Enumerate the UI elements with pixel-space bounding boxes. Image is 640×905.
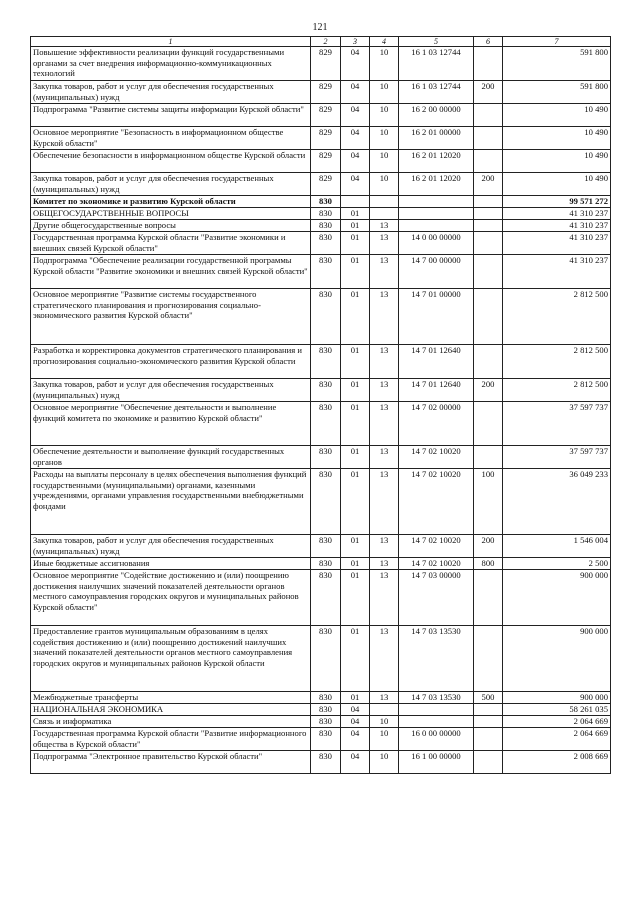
section-code: 01 (341, 692, 370, 704)
expense-type (474, 716, 503, 728)
subsection-code: 13 (370, 402, 399, 446)
row-name: Государственная программа Курской области "Развитие экономики и внешних связей Курской области" (31, 232, 311, 255)
row-name: Иные бюджетные ассигнования (31, 558, 311, 570)
subsection-code: 10 (370, 173, 399, 196)
ministry-code: 830 (311, 220, 341, 232)
expense-type: 200 (474, 379, 503, 402)
row-name: Подпрограмма "Развитие системы защиты информации Курской области" (31, 104, 311, 127)
subsection-code: 10 (370, 81, 399, 104)
table-row (31, 173, 611, 196)
table-row (31, 402, 611, 446)
table-row (31, 150, 611, 173)
ministry-code: 830 (311, 692, 341, 704)
target-article: 14 7 01 12640 (399, 345, 474, 379)
subsection-code (370, 196, 399, 208)
table-row (31, 535, 611, 558)
section-code: 04 (341, 716, 370, 728)
target-article: 14 7 01 00000 (399, 289, 474, 345)
subsection-code: 10 (370, 47, 399, 81)
amount: 900 000 (503, 626, 611, 692)
table-row (31, 570, 611, 626)
table-row (31, 728, 611, 751)
table-row (31, 626, 611, 692)
row-name: Обеспечение деятельности и выполнение функций государственных органов (31, 446, 311, 469)
expense-type (474, 220, 503, 232)
subsection-code: 13 (370, 255, 399, 289)
section-code: 04 (341, 127, 370, 150)
table-row (31, 469, 611, 535)
subsection-code: 10 (370, 716, 399, 728)
ministry-code: 830 (311, 558, 341, 570)
subsection-code: 13 (370, 626, 399, 692)
table-row (31, 704, 611, 716)
row-name: Основное мероприятие "Обеспечение деятельности и выполнение функций комитета по экономике и развитию Курской области" (31, 402, 311, 446)
target-article: 14 7 02 10020 (399, 535, 474, 558)
ministry-code: 830 (311, 402, 341, 446)
expense-type: 200 (474, 535, 503, 558)
table-row (31, 446, 611, 469)
target-article: 16 0 00 00000 (399, 728, 474, 751)
target-article: 14 7 03 13530 (399, 626, 474, 692)
row-name: Межбюджетные трансферты (31, 692, 311, 704)
ministry-code: 830 (311, 345, 341, 379)
row-name: Основное мероприятие "Развитие системы государственного стратегического планирования и прогнозирования социально-экономического развития Курской области" (31, 289, 311, 345)
budget-table (30, 36, 611, 774)
column-header: 2 (311, 37, 341, 47)
column-header: 3 (341, 37, 370, 47)
ministry-code: 830 (311, 255, 341, 289)
amount: 37 597 737 (503, 446, 611, 469)
target-article (399, 208, 474, 220)
section-code: 04 (341, 104, 370, 127)
amount: 591 800 (503, 81, 611, 104)
subsection-code: 13 (370, 558, 399, 570)
row-name: Расходы на выплаты персоналу в целях обеспечения выполнения функций государственными (муниципальными) органами, казенными учреждениями, органами управления государственными внебюджетными фондами (31, 469, 311, 535)
target-article: 16 2 00 00000 (399, 104, 474, 127)
table-row (31, 379, 611, 402)
subsection-code: 10 (370, 150, 399, 173)
table-row (31, 289, 611, 345)
section-code: 01 (341, 255, 370, 289)
amount: 1 546 004 (503, 535, 611, 558)
amount: 10 490 (503, 127, 611, 150)
ministry-code: 830 (311, 570, 341, 626)
table-row (31, 220, 611, 232)
amount: 10 490 (503, 173, 611, 196)
ministry-code: 830 (311, 208, 341, 220)
ministry-code: 829 (311, 150, 341, 173)
expense-type (474, 104, 503, 127)
amount: 591 800 (503, 47, 611, 81)
section-code: 04 (341, 150, 370, 173)
section-code: 04 (341, 81, 370, 104)
table-row (31, 81, 611, 104)
column-header: 7 (503, 37, 611, 47)
ministry-code: 829 (311, 81, 341, 104)
expense-type (474, 704, 503, 716)
target-article: 16 1 03 12744 (399, 81, 474, 104)
row-name: Повышение эффективности реализации функций государственными органами за счет внедрения информационно-коммуникационных технологий (31, 47, 311, 81)
table-row (31, 692, 611, 704)
target-article: 16 2 01 12020 (399, 150, 474, 173)
amount: 41 310 237 (503, 220, 611, 232)
ministry-code: 830 (311, 469, 341, 535)
subsection-code: 10 (370, 728, 399, 751)
table-row (31, 345, 611, 379)
ministry-code: 830 (311, 196, 341, 208)
ministry-code: 830 (311, 446, 341, 469)
expense-type (474, 150, 503, 173)
table-row (31, 716, 611, 728)
table-row (31, 127, 611, 150)
target-article: 14 7 01 12640 (399, 379, 474, 402)
subsection-code: 13 (370, 570, 399, 626)
target-article: 14 7 03 00000 (399, 570, 474, 626)
ministry-code: 830 (311, 626, 341, 692)
column-header: 5 (399, 37, 474, 47)
subsection-code: 13 (370, 692, 399, 704)
subsection-code: 13 (370, 345, 399, 379)
row-name: Подпрограмма "Электронное правительство Курской области" (31, 751, 311, 774)
row-name: ОБЩЕГОСУДАРСТВЕННЫЕ ВОПРОСЫ (31, 208, 311, 220)
ministry-code: 830 (311, 716, 341, 728)
column-header: 6 (474, 37, 503, 47)
section-code: 01 (341, 469, 370, 535)
amount: 36 049 233 (503, 469, 611, 535)
row-name: Другие общегосударственные вопросы (31, 220, 311, 232)
amount: 37 597 737 (503, 402, 611, 446)
expense-type (474, 626, 503, 692)
target-article: 16 1 03 12744 (399, 47, 474, 81)
ministry-code: 830 (311, 232, 341, 255)
section-code: 04 (341, 47, 370, 81)
row-name: Обеспечение безопасности в информационном обществе Курской области (31, 150, 311, 173)
expense-type (474, 208, 503, 220)
subsection-code (370, 704, 399, 716)
subsection-code: 13 (370, 535, 399, 558)
target-article: 14 7 02 10020 (399, 469, 474, 535)
amount: 41 310 237 (503, 255, 611, 289)
section-code: 01 (341, 289, 370, 345)
expense-type (474, 255, 503, 289)
section-code: 04 (341, 173, 370, 196)
target-article: 14 7 02 00000 (399, 402, 474, 446)
expense-type (474, 402, 503, 446)
row-name: Закупка товаров, работ и услуг для обеспечения государственных (муниципальных) нужд (31, 81, 311, 104)
row-name: Связь и информатика (31, 716, 311, 728)
target-article (399, 220, 474, 232)
section-code (341, 196, 370, 208)
section-code: 01 (341, 558, 370, 570)
subsection-code: 10 (370, 104, 399, 127)
ministry-code: 829 (311, 104, 341, 127)
target-article (399, 716, 474, 728)
table-row (31, 751, 611, 774)
row-name: Основное мероприятие "Безопасность в информационном обществе Курской области" (31, 127, 311, 150)
table-row (31, 232, 611, 255)
expense-type (474, 570, 503, 626)
ministry-code: 829 (311, 173, 341, 196)
row-name: Государственная программа Курской области "Развитие информационного общества в Курской области" (31, 728, 311, 751)
expense-type: 100 (474, 469, 503, 535)
subsection-code: 13 (370, 469, 399, 535)
amount: 900 000 (503, 692, 611, 704)
target-article: 16 2 01 00000 (399, 127, 474, 150)
amount: 2 064 669 (503, 728, 611, 751)
amount: 2 008 669 (503, 751, 611, 774)
row-name: Подпрограмма "Обеспечение реализации государственной программы Курской области "Развитие экономики и внешних связей Курской области" (31, 255, 311, 289)
row-name: Комитет по экономике и развитию Курской области (31, 196, 311, 208)
amount: 10 490 (503, 104, 611, 127)
row-name: Закупка товаров, работ и услуг для обеспечения государственных (муниципальных) нужд (31, 173, 311, 196)
expense-type (474, 751, 503, 774)
section-code: 01 (341, 402, 370, 446)
row-name: Закупка товаров, работ и услуг для обеспечения государственных (муниципальных) нужд (31, 535, 311, 558)
expense-type: 800 (474, 558, 503, 570)
amount: 41 310 237 (503, 232, 611, 255)
section-code: 01 (341, 345, 370, 379)
row-name: Основное мероприятие "Содействие достижению и (или) поощрению достижения наилучших значений показателей деятельности органов местного самоуправления городских округов и муниципальных районов Курской области" (31, 570, 311, 626)
section-code: 01 (341, 535, 370, 558)
expense-type (474, 47, 503, 81)
amount: 2 500 (503, 558, 611, 570)
column-header: 4 (370, 37, 399, 47)
expense-type: 200 (474, 81, 503, 104)
target-article: 14 0 00 00000 (399, 232, 474, 255)
target-article: 14 7 00 00000 (399, 255, 474, 289)
subsection-code: 13 (370, 379, 399, 402)
section-code: 01 (341, 220, 370, 232)
column-header: 1 (31, 37, 311, 47)
section-code: 04 (341, 751, 370, 774)
ministry-code: 830 (311, 704, 341, 716)
row-name: НАЦИОНАЛЬНАЯ ЭКОНОМИКА (31, 704, 311, 716)
target-article (399, 196, 474, 208)
section-code: 04 (341, 728, 370, 751)
section-code: 01 (341, 446, 370, 469)
table-row (31, 558, 611, 570)
table-row (31, 208, 611, 220)
amount: 58 261 035 (503, 704, 611, 716)
ministry-code: 829 (311, 127, 341, 150)
target-article: 14 7 02 10020 (399, 558, 474, 570)
subsection-code (370, 208, 399, 220)
amount: 2 812 500 (503, 289, 611, 345)
expense-type (474, 127, 503, 150)
subsection-code: 13 (370, 289, 399, 345)
subsection-code: 13 (370, 232, 399, 255)
section-code: 01 (341, 208, 370, 220)
header-row (31, 37, 611, 47)
target-article: 14 7 03 13530 (399, 692, 474, 704)
ministry-code: 830 (311, 535, 341, 558)
expense-type (474, 728, 503, 751)
section-code: 01 (341, 232, 370, 255)
expense-type (474, 232, 503, 255)
amount: 2 812 500 (503, 345, 611, 379)
row-name: Разработка и корректировка документов стратегического планирования и прогнозирования социально-экономического развития Курской области (31, 345, 311, 379)
table-row (31, 196, 611, 208)
row-name: Закупка товаров, работ и услуг для обеспечения государственных (муниципальных) нужд (31, 379, 311, 402)
ministry-code: 829 (311, 47, 341, 81)
subsection-code: 10 (370, 127, 399, 150)
expense-type (474, 289, 503, 345)
amount: 99 571 272 (503, 196, 611, 208)
ministry-code: 830 (311, 728, 341, 751)
amount: 10 490 (503, 150, 611, 173)
page-number: 121 (312, 22, 328, 33)
amount: 2 064 669 (503, 716, 611, 728)
amount: 41 310 237 (503, 208, 611, 220)
ministry-code: 830 (311, 751, 341, 774)
ministry-code: 830 (311, 289, 341, 345)
expense-type (474, 446, 503, 469)
table-row (31, 255, 611, 289)
section-code: 01 (341, 626, 370, 692)
target-article (399, 704, 474, 716)
amount: 2 812 500 (503, 379, 611, 402)
target-article: 16 2 01 12020 (399, 173, 474, 196)
table-row (31, 104, 611, 127)
row-name: Предоставление грантов муниципальным образованиям в целях содействия достижению и (или) поощрению достижений наилучших значений показателей деятельности органов местного самоуправления городских округов и муниципальных районов Курской области (31, 626, 311, 692)
ministry-code: 830 (311, 379, 341, 402)
expense-type (474, 196, 503, 208)
expense-type: 200 (474, 173, 503, 196)
target-article: 16 1 00 00000 (399, 751, 474, 774)
section-code: 04 (341, 704, 370, 716)
subsection-code: 10 (370, 751, 399, 774)
table-row (31, 47, 611, 81)
expense-type: 500 (474, 692, 503, 704)
section-code: 01 (341, 570, 370, 626)
section-code: 01 (341, 379, 370, 402)
subsection-code: 13 (370, 220, 399, 232)
amount: 900 000 (503, 570, 611, 626)
target-article: 14 7 02 10020 (399, 446, 474, 469)
subsection-code: 13 (370, 446, 399, 469)
expense-type (474, 345, 503, 379)
